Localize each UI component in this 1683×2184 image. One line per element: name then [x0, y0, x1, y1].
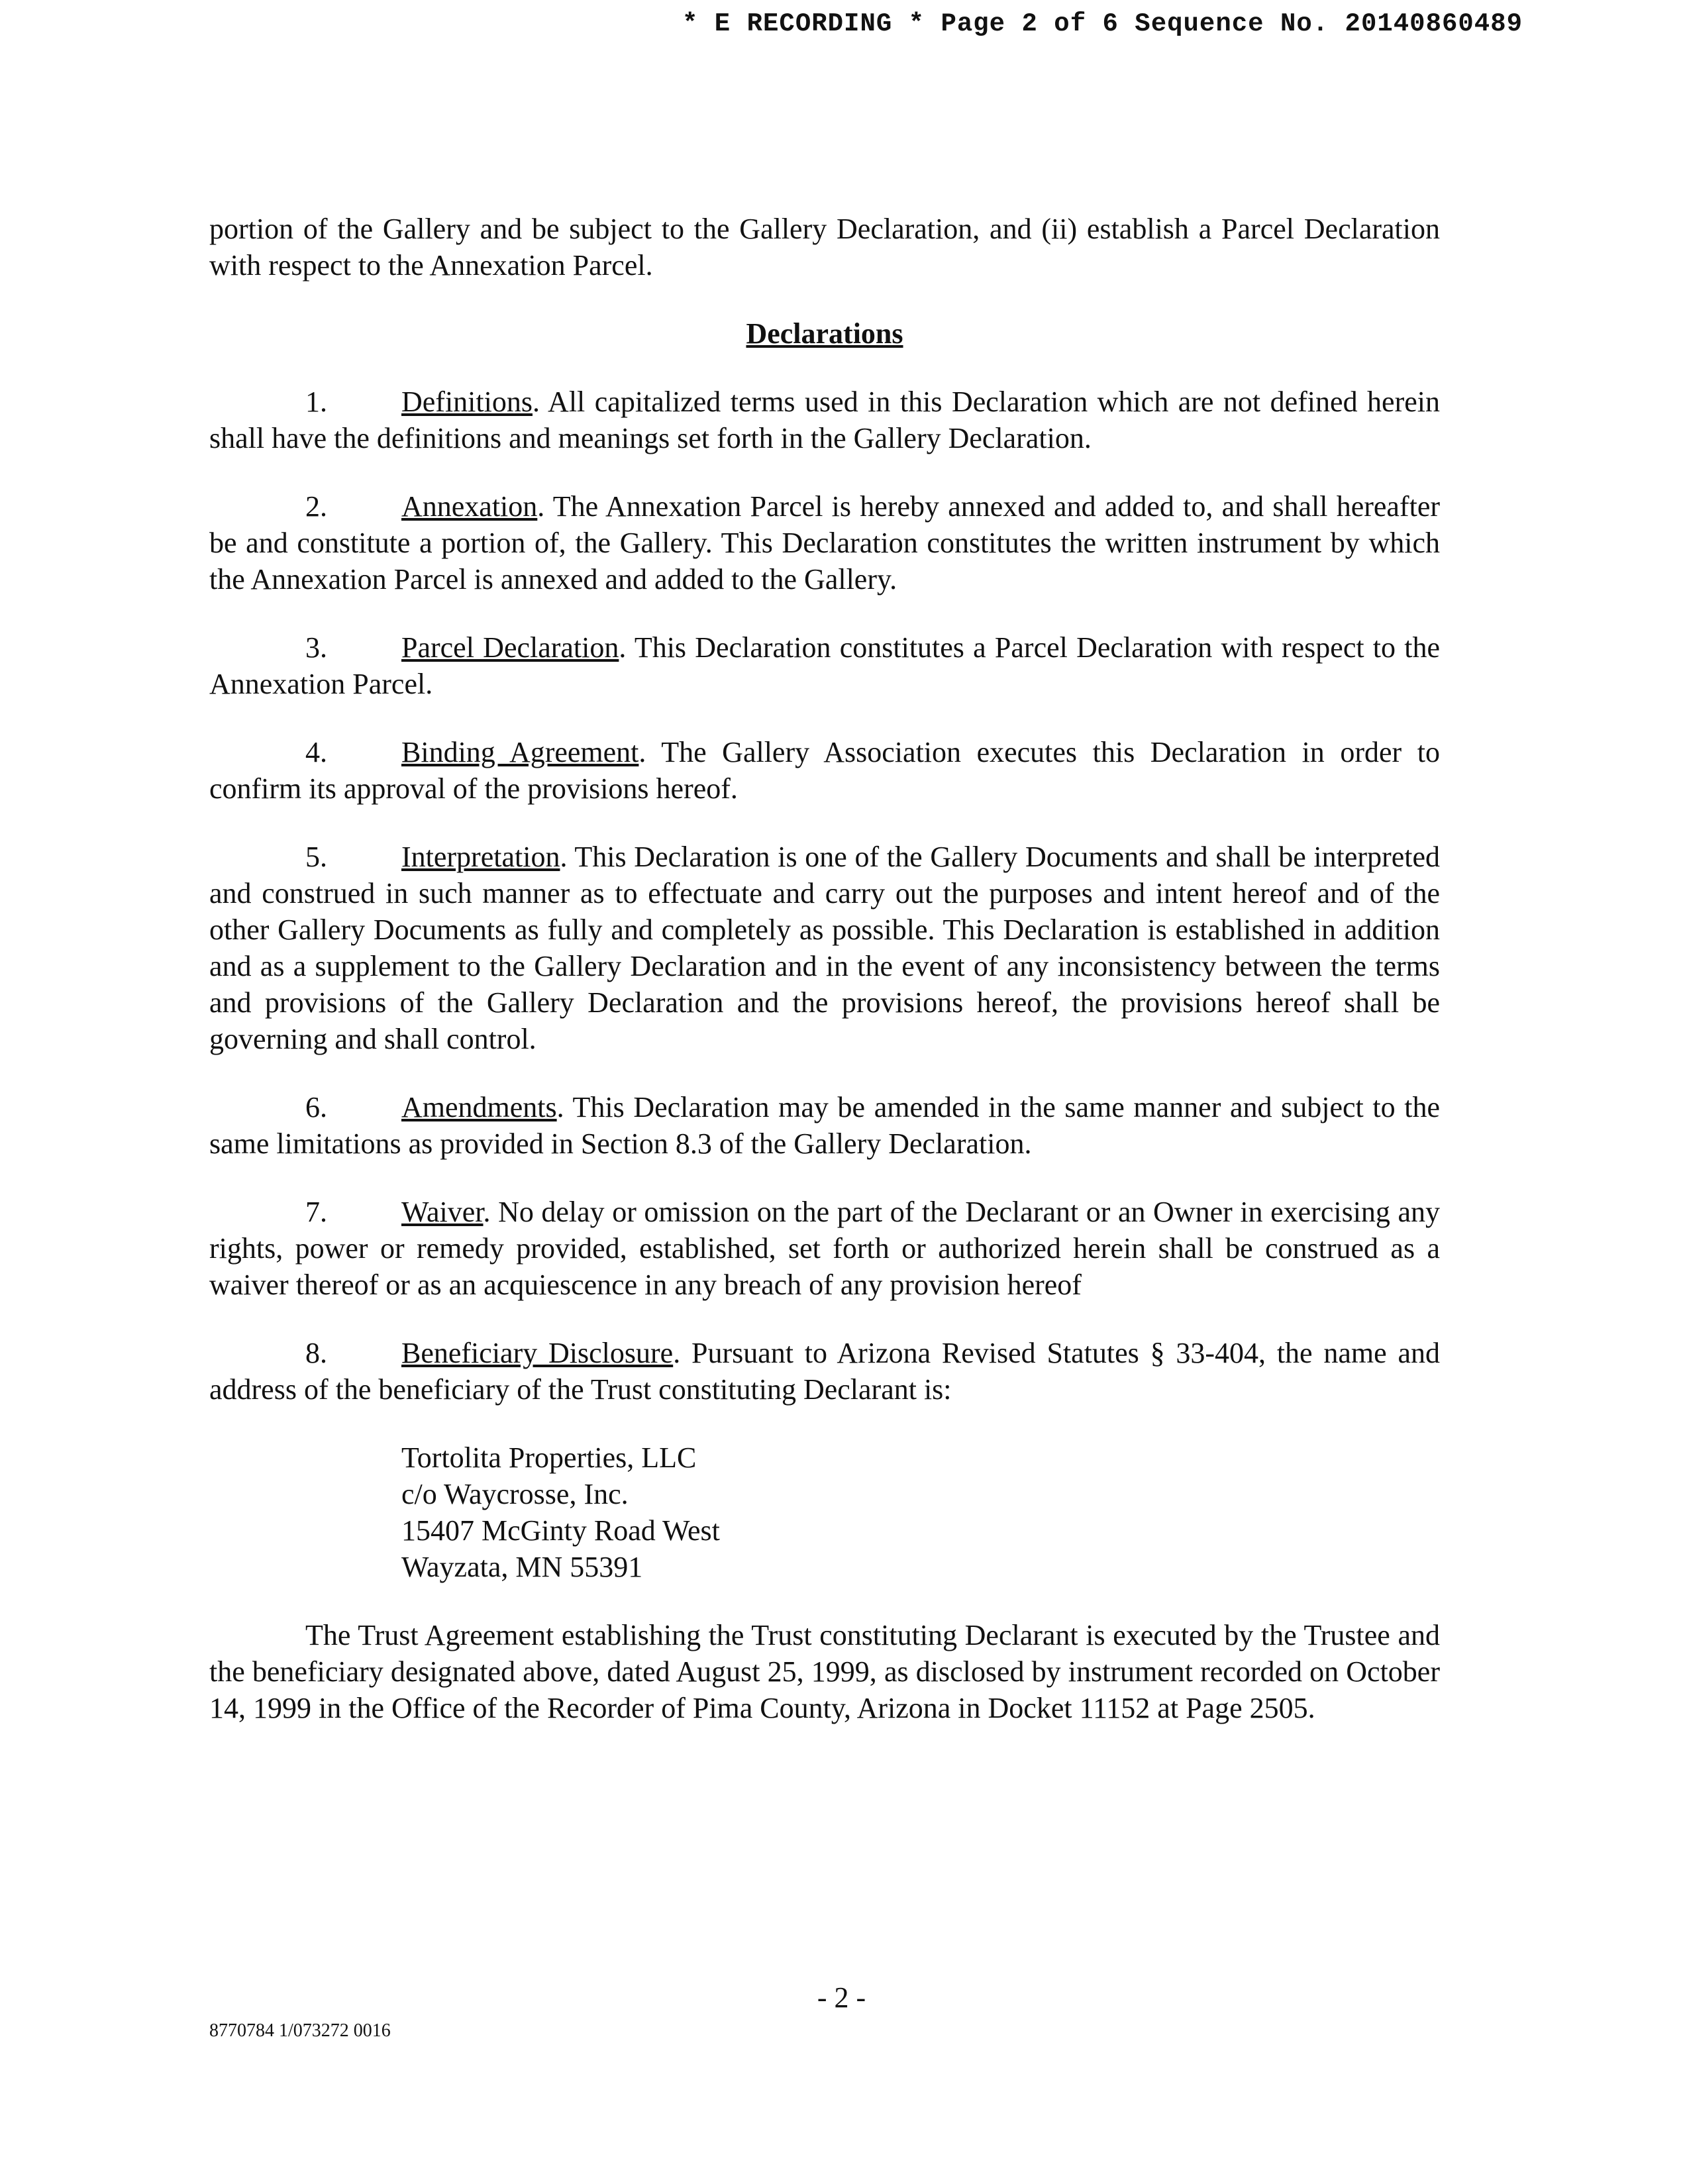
section-title: Waiver	[401, 1196, 484, 1228]
address-line: c/o Waycrosse, Inc.	[401, 1478, 629, 1510]
section-1: 1. Definitions. All capitalized terms used in this Declaration which are not defined herein shall have the definitions and meanings set forth in the Gallery Declaration.	[209, 386, 1440, 454]
section-7: 7. Waiver. No delay or omission on the part of the Declarant or an Owner in exercising any rights, power or remedy provided, established, set forth or authorized herein shall be construed as a waiver thereof or as an acquiescence in any breach of any provision hereof	[209, 1196, 1440, 1301]
intro-paragraph: portion of the Gallery and be subject to the Gallery Declaration, and (ii) establish a Parcel Declaration with respect to the Annexation Parcel.	[209, 213, 1440, 282]
section-4: 4. Binding Agreement. The Gallery Association executes this Declaration in order to confirm its approval of the provisions hereof.	[209, 736, 1440, 805]
section-8: 8. Beneficiary Disclosure. Pursuant to Arizona Revised Statutes § 33-404, the name and address of the beneficiary of the Trust constituting Declarant is:	[209, 1337, 1440, 1406]
section-6: 6. Amendments. This Declaration may be amended in the same manner and subject to the same limitations as provided in Section 8.3 of the Gallery Declaration.	[209, 1091, 1440, 1160]
section-3: 3. Parcel Declaration. This Declaration constitutes a Parcel Declaration with respect to the Annexation Parcel.	[209, 631, 1441, 700]
trust-paragraph: The Trust Agreement establishing the Trust constituting Declarant is executed by the Trustee and the beneficiary designated above, dated August 25, 1999, as disclosed by instrument recorded on October 14, 1999 in the Office of the Recorder of Pima County, Arizona in Docket 11152 at Page 2505.	[209, 1619, 1440, 1724]
section-5: 5. Interpretation. This Declaration is one of the Gallery Documents and shall be interpreted and construed in such manner as to effectuate and carry out the purposes and intent hereof and of the other Gallery Documents as fully and completely as possible. This Declaration is established in addition and as a supplement to the Gallery Declaration and in the event of any inconsistency between the terms and provisions of the Gallery Declaration and the provisions hereof, the provisions hereof shall be governing and shall control.	[209, 841, 1440, 1055]
page-number: - 2 -	[817, 1981, 866, 2014]
section-heading: Declarations	[746, 317, 903, 350]
section-2: 2. Annexation. The Annexation Parcel is hereby annexed and added to, and shall hereafter be and constitute a portion of, the Gallery. This Declaration constitutes the written instrument by which the Annexation Parcel is annexed and added to the Gallery.	[209, 490, 1440, 596]
document-id: 8770784 1/073272 0016	[209, 2020, 391, 2041]
section-title: Beneficiary Disclosure	[401, 1337, 674, 1369]
document-body	[209, 211, 1440, 1726]
section-title: Interpretation	[401, 841, 560, 873]
section-title: Amendments	[401, 1091, 557, 1123]
beneficiary-address	[209, 1439, 1440, 1585]
address-line: Tortolita Properties, LLC	[401, 1441, 697, 1474]
section-title: Definitions	[401, 386, 533, 418]
address-line: Wayzata, MN 55391	[401, 1551, 643, 1583]
section-title: Binding Agreement	[401, 736, 639, 768]
section-title: Parcel Declaration	[401, 631, 619, 664]
address-line: 15407 McGinty Road West	[401, 1514, 720, 1547]
recording-header: * E RECORDING * Page 2 of 6 Sequence No. 20140860489	[682, 9, 1523, 38]
section-title: Annexation	[401, 490, 538, 523]
